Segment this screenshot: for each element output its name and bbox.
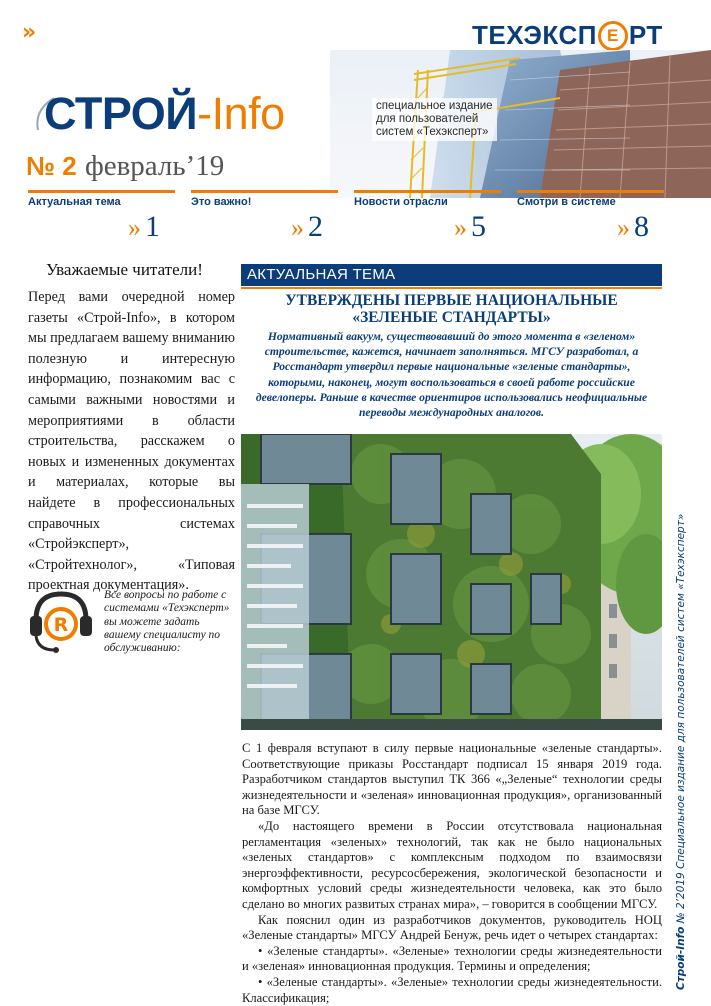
issue-date: февраль’19	[84, 150, 225, 182]
magazine-title	[44, 88, 285, 140]
article-title	[241, 292, 662, 326]
nav-rule	[354, 190, 501, 193]
chevron-icon: »	[617, 213, 630, 242]
vertical-caption-rest: № 2’2019 Специальное издание для пользователей систем «Техэксперт»	[675, 513, 687, 927]
vertical-caption-brand: Строй-Info	[675, 926, 687, 990]
headset-support-icon-letter: R	[53, 614, 69, 636]
subtitle-line: систем «Техэксперт»	[376, 126, 489, 138]
nav-page-number: 5	[471, 210, 486, 243]
support-note: Все вопросы по работе с системами «Техэксперт» вы можете задать вашему специалисту по обслуживанию:	[104, 589, 230, 655]
standards-list-item: • «Зеленые стандарты». «Зеленые» технологии среды жизнедеятельности. Классификация;	[242, 974, 662, 1005]
issue-number	[26, 150, 224, 183]
header-chevron: »	[22, 20, 37, 45]
article-title-line: «ЗЕЛЕНЫЕ СТАНДАРТЫ»	[352, 309, 551, 326]
nav-page-important[interactable]	[291, 210, 323, 244]
headset-support-icon	[24, 584, 98, 658]
magazine-subtitle	[372, 98, 497, 141]
magazine-title-main: СТРОЙ	[44, 88, 198, 139]
nav-rule	[191, 190, 338, 193]
brand-logo-r: Е	[598, 21, 628, 51]
article-lead: Нормативный вакуум, существовавший до этого момента в «зеленом» строительстве, кажется, начинает заполняться. МГСУ разработал, а Росстандарт утвердил первые национальные «зеленые стандарты», которыми, наконец, могут воспользоваться в своей работе российские девелоперы. Раньше в качестве ориентиров использовались неофициальные переводы международных аналогов.	[255, 330, 648, 420]
subtitle-line: специальное издание	[376, 100, 493, 112]
article-title-line: УТВЕРЖДЕНЫ ПЕРВЫЕ НАЦИОНАЛЬНЫЕ	[285, 292, 618, 309]
nav-label-actual[interactable]: Актуальная тема	[28, 196, 121, 208]
section-heading: АКТУАЛЬНАЯ ТЕМА	[241, 264, 662, 286]
nav-page-news[interactable]	[454, 210, 486, 244]
nav-label-news[interactable]: Новости отрасли	[354, 196, 448, 208]
nav-rule	[517, 190, 664, 193]
intro-text: Перед вами очередной номер газеты «Строй-Info», в котором мы предлагаем вашему вниманию полезную и интересную информацию, познакомим вас с самыми важными новостями и мероприятиями в области строительства, расскажем о новых и измененных документах и материалах, которые вы найдете в профессиональных справочных системах «Стройэксперт», «Стройтехнолог», «Типовая проектная документация».	[28, 289, 235, 594]
article-body	[242, 741, 662, 1006]
brand-logo-pre: ТЕХЭКСП	[472, 20, 597, 50]
vertical-caption-text	[675, 513, 687, 990]
greeting-heading: Уважаемые читатели!	[46, 260, 203, 279]
nav-page-actual[interactable]	[128, 210, 160, 244]
brand-logo-post: РТ	[628, 20, 663, 50]
subtitle-line: для пользователей	[376, 113, 479, 125]
chevron-icon: »	[454, 213, 467, 242]
brand-logo	[472, 20, 663, 51]
nav-page-number: 8	[634, 210, 649, 243]
nav-rule	[28, 190, 175, 193]
section-rule	[241, 287, 662, 289]
article-paragraph: С 1 февраля вступают в силу первые национальные «зеленые стандарты». Соответствующие приказы Росстандарт подписал 15 января 2019 года. Разработчиком стандартов выступил ТК 366 «„Зеленые“ технологии среды жизнедеятельности и «зеленая» инновационная продукция», организованный на базе МГСУ.	[242, 741, 662, 818]
article-paragraph: «До настоящего времени в России отсутствовала национальная регламентация «зеленых» технологий, так как не было национальных «зеленых стандартов» с комплексным подходом по взаимосвязи энергоэффективности, ресурсосбережения, экологической безопасности и комфортных условий среды жизнедеятельности человека, как это было сделано во многих развитых странах мира», – говорится в сообщении МГСУ.	[242, 818, 662, 911]
nav-label-see-system[interactable]: Смотри в системе	[517, 196, 616, 208]
chevron-icon: »	[128, 213, 141, 242]
magazine-title-info: -Info	[197, 88, 285, 139]
nav-page-number: 1	[145, 210, 160, 243]
nav-page-number: 2	[308, 210, 323, 243]
vertical-side-caption	[675, 513, 691, 990]
standards-list-item: • «Зеленые стандарты». «Зеленые» технологии среды жизнедеятельности и «зеленая» инновационная продукция. Термины и определения;	[242, 943, 662, 974]
article-paragraph: Как пояснил один из разработчиков документов, руководитель НОЦ «Зеленые стандарты» МГСУ Андрей Бенуж, речь идет о четырех стандартах:	[242, 912, 662, 943]
green-wall-building-photo	[241, 434, 662, 730]
issue-number-value: № 2	[26, 151, 77, 181]
nav-page-see-system[interactable]	[617, 210, 649, 244]
nav-label-important[interactable]: Это важно!	[191, 196, 252, 208]
chevron-icon: »	[291, 213, 304, 242]
